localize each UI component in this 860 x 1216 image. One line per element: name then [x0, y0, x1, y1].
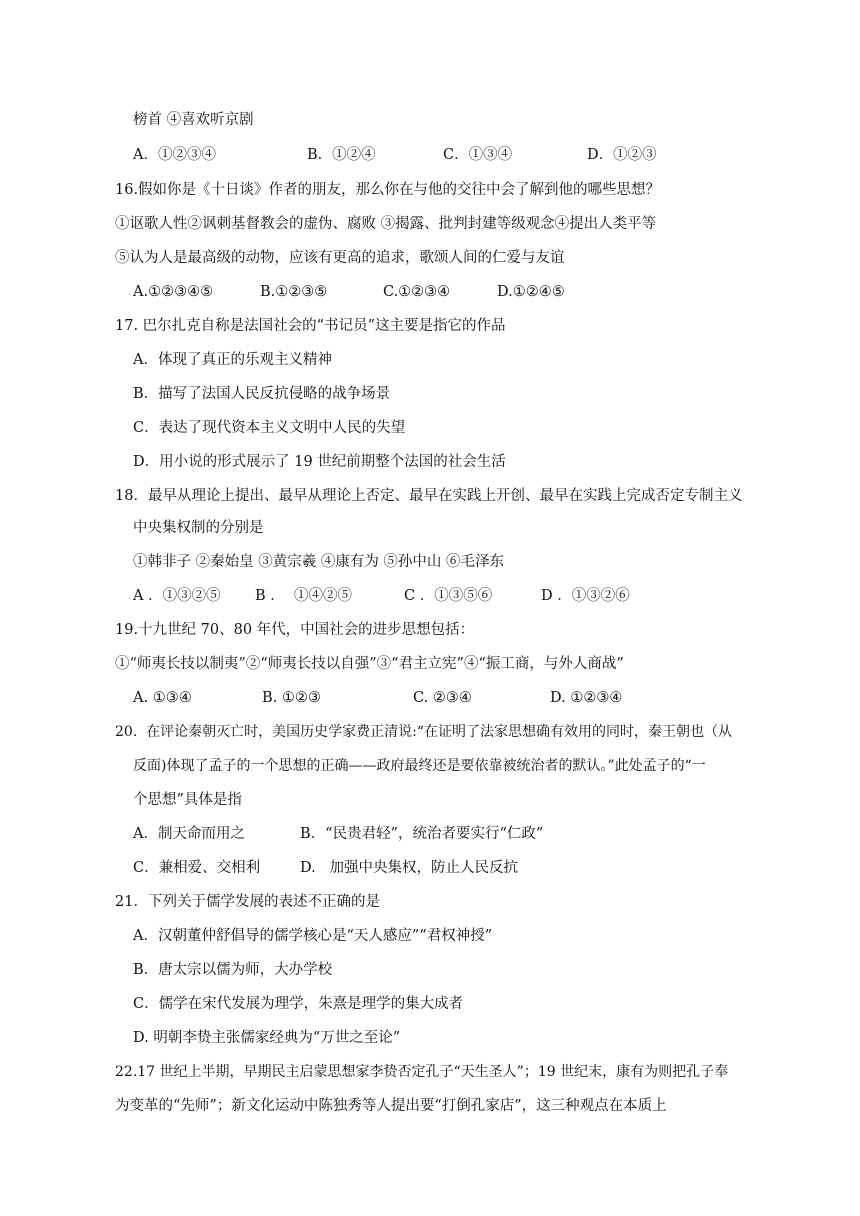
option-d: D. ①②③④: [550, 690, 623, 706]
option-a: A．制天命而用之: [133, 826, 245, 842]
option-c: C．表达了现代资本主义文明中人民的失望: [133, 420, 406, 436]
option-c: C．兼相爱、交相利: [133, 860, 261, 876]
option-d: D ．①③②⑥: [541, 588, 630, 604]
option-d: D. 加强中央集权，防止人民反抗: [300, 860, 519, 876]
option-b: B．描写了法国人民反抗侵略的战争场景: [133, 386, 391, 402]
question-16: 16.假如你是《十日谈》作者的朋友，那么你在与他的交往中会了解到他的哪些思想？: [115, 182, 661, 198]
question-18: 18．最早从理论上提出、最早从理论上否定、最早在实践上开创、最早在实践上完成否定专制主义: [115, 488, 743, 504]
options-row-20a: [0, 824, 860, 844]
option-c: C ．①③⑤⑥: [404, 588, 493, 604]
option-b: B．“民贵君轻”，统治者要实行“仁政”: [300, 826, 544, 842]
options-row-20b: [0, 858, 860, 878]
option-c: C.①②③④: [383, 284, 451, 300]
text-line: 个思想”具体是指: [133, 792, 242, 808]
text-line: 中央集权制的分别是: [133, 520, 264, 536]
option-c: C．儒学在宋代发展为理学，朱熹是理学的集大成者: [133, 996, 464, 1012]
option-d: D．用小说的形式展示了 19 世纪前期整个法国的社会生活: [133, 454, 506, 470]
text-line: 反面)体现了孟子的一个思想的正确——政府最终还是要依靠被统治者的默认。”此处孟子的“一: [133, 758, 706, 774]
text-line: ①讴歌人性②讽刺基督教会的虚伪、腐败 ③揭露、批判封建等级观念④提出人类平等: [115, 216, 657, 232]
option-a: A．汉朝董仲舒倡导的儒学核心是“天人感应”“君权神授”: [133, 928, 493, 944]
question-21: 21．下列关于儒学发展的表述不正确的是: [115, 894, 380, 910]
options-row-19: [0, 688, 860, 708]
text-line: ①韩非子 ②秦始皇 ③黄宗羲 ④康有为 ⑤孙中山 ⑥毛泽东: [133, 554, 505, 570]
option-b: B．①②④: [307, 147, 376, 163]
question-22: 22.17 世纪上半期，早期民主启蒙思想家李贽否定孔子“天生圣人”；19 世纪末，康有为则把孔子奉: [115, 1064, 729, 1080]
option-b: B ． ①④②⑤: [255, 588, 352, 604]
option-a: A．体现了真正的乐观主义精神: [133, 352, 332, 368]
option-a: A. ①③④: [133, 690, 192, 706]
option-b: B. ①②③: [262, 690, 321, 706]
text-line: 为变革的“先师”；新文化运动中陈独秀等人提出要“打倒孔家店”，这三种观点在本质上: [115, 1098, 667, 1114]
options-row-15: [0, 145, 860, 165]
option-a: A.①②③④⑤: [133, 284, 214, 300]
option-c: C. ②③④: [413, 690, 472, 706]
option-d: D. 明朝李贽主张儒家经典为“万世之至论”: [133, 1030, 401, 1046]
question-19: 19.十九世纪 70、80 年代，中国社会的进步思想包括：: [115, 622, 475, 638]
option-d: D．①②③: [587, 147, 657, 163]
option-d: D.①②④⑤: [497, 284, 565, 300]
option-b: B.①②③⑤: [260, 284, 328, 300]
question-20: 20. 在评论秦朝灭亡时，美国历史学家费正清说:“在证明了法家思想确有效用的同时，秦王朝也（从: [115, 724, 733, 740]
option-a: A．①②③④: [133, 147, 216, 163]
option-a: A ．①③②⑤: [133, 588, 221, 604]
option-c: C．①③④: [443, 147, 513, 163]
question-17: 17. 巴尔扎克自称是法国社会的“书记员”这主要是指它的作品: [115, 318, 506, 334]
options-row-16: [0, 282, 860, 302]
option-b: B．唐太宗以儒为师，大办学校: [133, 962, 333, 978]
text-line: ⑤认为人是最高级的动物，应该有更高的追求，歌颂人间的仁爱与友谊: [115, 250, 565, 266]
text-line: ①“师夷长技以制夷”②“师夷长技以自强”③“君主立宪”④“振工商，与外人商战”: [115, 656, 624, 672]
text-line: 榜首 ④喜欢听京剧: [133, 112, 254, 128]
options-row-18: [0, 586, 860, 606]
